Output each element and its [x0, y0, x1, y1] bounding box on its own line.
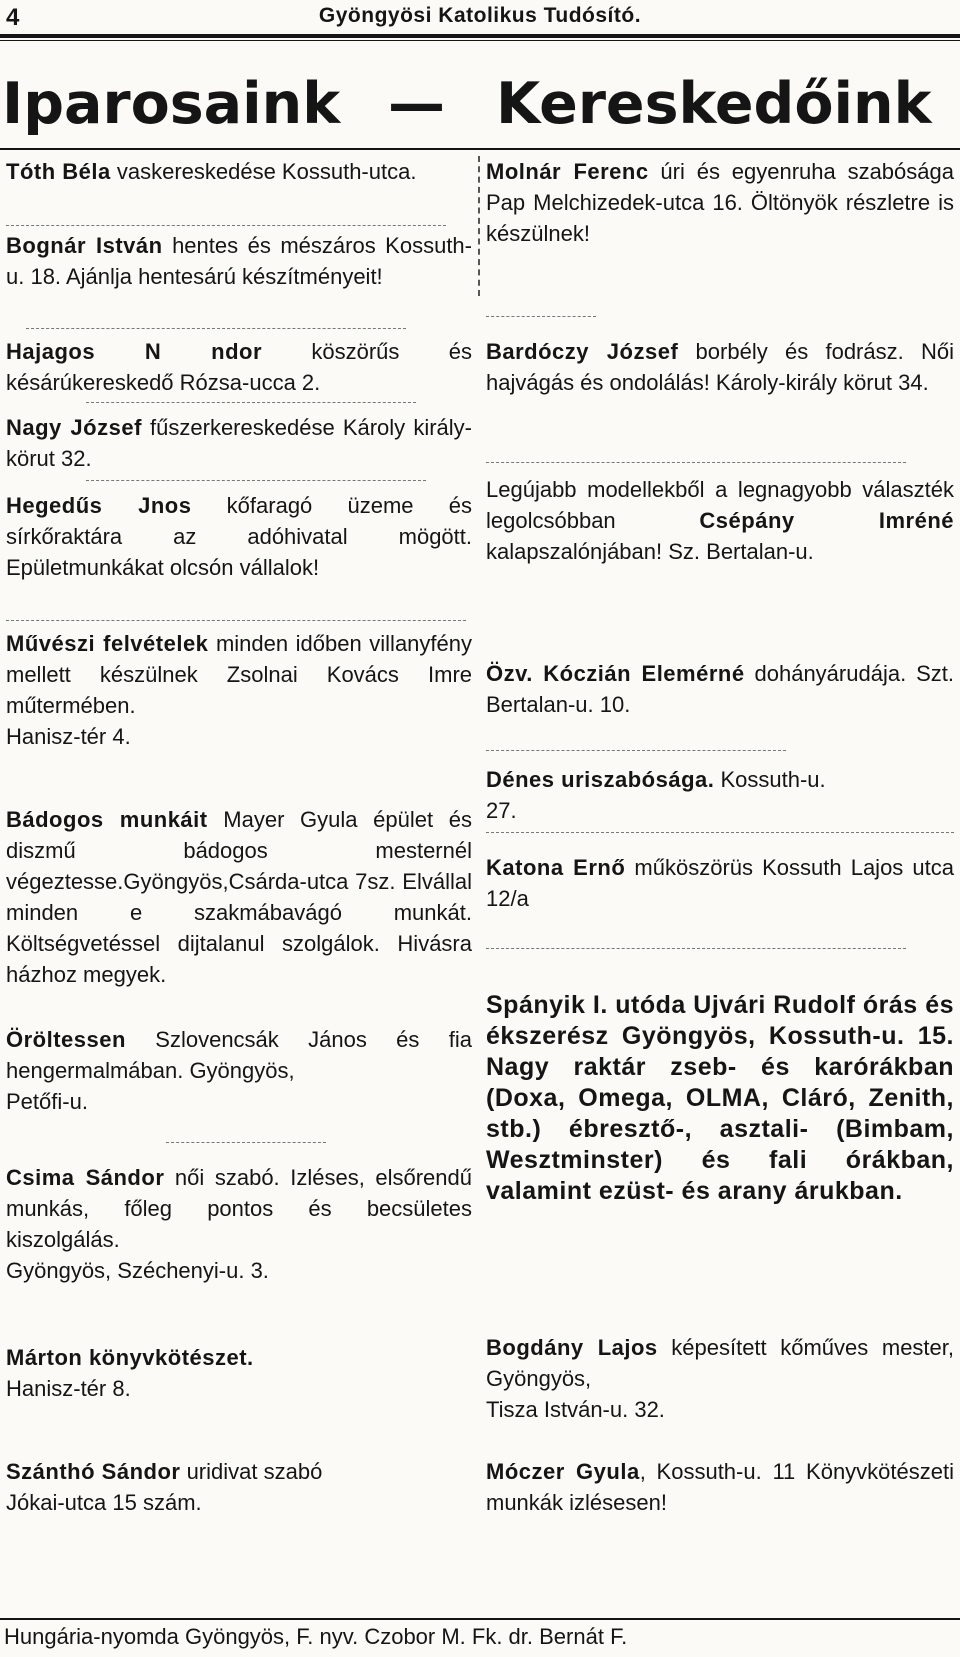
- ad-muveszi-felvetelek: Művészi felvételek minden időben villanyfény mellett készülnek Zsolnai Kovács Imre műtermében. Hanisz-tér 4.: [6, 631, 472, 749]
- separator: [26, 328, 406, 329]
- ad-nagy-jozsef: Nagy József fűszerkereskedése Károly király-körut 32.: [6, 415, 472, 471]
- ad-csima-sandor: Csima Sándor női szabó. Izléses, elsőrendű munkás, főleg pontos és becsületes kiszolgálás. Gyöngyös, Széchenyi-u. 3.: [6, 1165, 472, 1283]
- headline-rule: [0, 148, 960, 150]
- page-header: [0, 4, 960, 31]
- ad-badogos: Bádogos munkáit Mayer Gyula épület és diszmű bádogos mesternél végeztesse.Gyöngyös,Csárda-utca 7sz. Elvállal minden e szakmábavágó munkát. Költségvetéssel dijtalanul szolgálok. Hivásra házhoz megyek.: [6, 807, 472, 987]
- headline-right: Kereskedőink: [496, 71, 932, 137]
- separator: [486, 316, 596, 317]
- separator: [486, 750, 786, 751]
- right-column: [486, 156, 954, 1616]
- ad-marton-konyvkoteszet: Márton könyvkötészet. Hanisz-tér 8.: [6, 1345, 254, 1401]
- ad-bardoczy-jozsef: Bardóczy József borbély és fodrász. Női hajvágás és ondolálás! Károly-király körut 34.: [486, 339, 955, 395]
- separator: [486, 462, 906, 463]
- separator: [86, 480, 426, 481]
- ad-hajagos: Hajagos N ndor köszörűs és késárúkereskedő Rózsa-ucca 2.: [6, 339, 472, 395]
- ad-hegedus: Hegedűs Jnos kőfaragó üzeme és sírkőraktára az adóhivatal mögött. Epületmunkákat olcsón vállalok!: [6, 493, 472, 580]
- left-column: [6, 156, 472, 1616]
- ad-csepany-imrene: Legújabb modellekből a legnagyobb választék legolcsóbban Csépány Imréné kalapszalónjában! Sz. Bertalan-u.: [486, 477, 954, 564]
- ad-molnar-ferenc: Molnár Ferenc úri és egyenruha szabósága Pap Melchizedek-utca 16. Öltönyök részletre is készülnek!: [486, 159, 954, 246]
- ad-spanyik-ujvari-rudolf: Spányik I. utóda Ujvári Rudolf órás és ékszerész Gyöngyös, Kossuth-u. 15. Nagy raktár zseb- és karórákban (Doxa, Omega, OLMA, Cláró, Zenith, stb.) ébresztő-, asztali- (Bimbam, Wesztminster) és fali órákban, valamint ezüst- és arany árukban.: [486, 991, 954, 1205]
- section-headline: [0, 64, 960, 144]
- ad-moczer-gyula: Móczer Gyula, Kossuth-u. 11 Könyvkötészeti munkák izlésesen!: [486, 1459, 955, 1515]
- separator: [86, 402, 416, 403]
- ad-bognar-istvan: Bognár István hentes és mészáros Kossuth-u. 18. Ajánlja hentesárú készítményeit!: [6, 233, 472, 289]
- separator: [6, 225, 446, 226]
- ad-katona-erno: Katona Ernő műköszörüs Kossuth Lajos utca 12/a: [486, 855, 954, 911]
- newspaper-title: Gyöngyösi Katolikus Tudósító.: [318, 4, 642, 27]
- printer-imprint: Hungária-nyomda Gyöngyös, F. nyv. Czobor M. Fk. dr. Bernát F.: [4, 1624, 628, 1649]
- headline-dash: —: [388, 71, 445, 137]
- ad-oroltessen: Öröltessen Szlovencsák János és fia hengermalmában. Gyöngyös, Petőfi-u.: [6, 1027, 472, 1114]
- ad-denes-uriszabosaga: Dénes uriszabósága. Kossuth-u. 27.: [486, 767, 826, 823]
- ad-toth-bela: Tóth Béla vaskereskedése Kossuth-utca.: [6, 159, 417, 184]
- header-rule-thick: [0, 34, 960, 38]
- ad-bogdany-lajos: Bogdány Lajos képesített kőműves mester, Gyöngyös, Tisza István-u. 32.: [486, 1335, 954, 1422]
- column-divider: [478, 156, 480, 296]
- header-rule-thin: [0, 40, 960, 41]
- separator: [486, 832, 954, 833]
- separator: [486, 948, 906, 949]
- ad-szantho-sandor: Szánthó Sándor uridivat szabó Jókai-utca 15 szám.: [6, 1459, 323, 1515]
- footer-rule: [0, 1618, 960, 1620]
- separator: [166, 1142, 326, 1143]
- ad-koczian-elemerne: Özv. Kóczián Elemérné dohányárudája. Szt. Bertalan-u. 10.: [486, 661, 954, 717]
- headline-left: Iparosaink: [2, 71, 341, 137]
- page-number: 4: [6, 4, 20, 31]
- separator: [6, 620, 466, 621]
